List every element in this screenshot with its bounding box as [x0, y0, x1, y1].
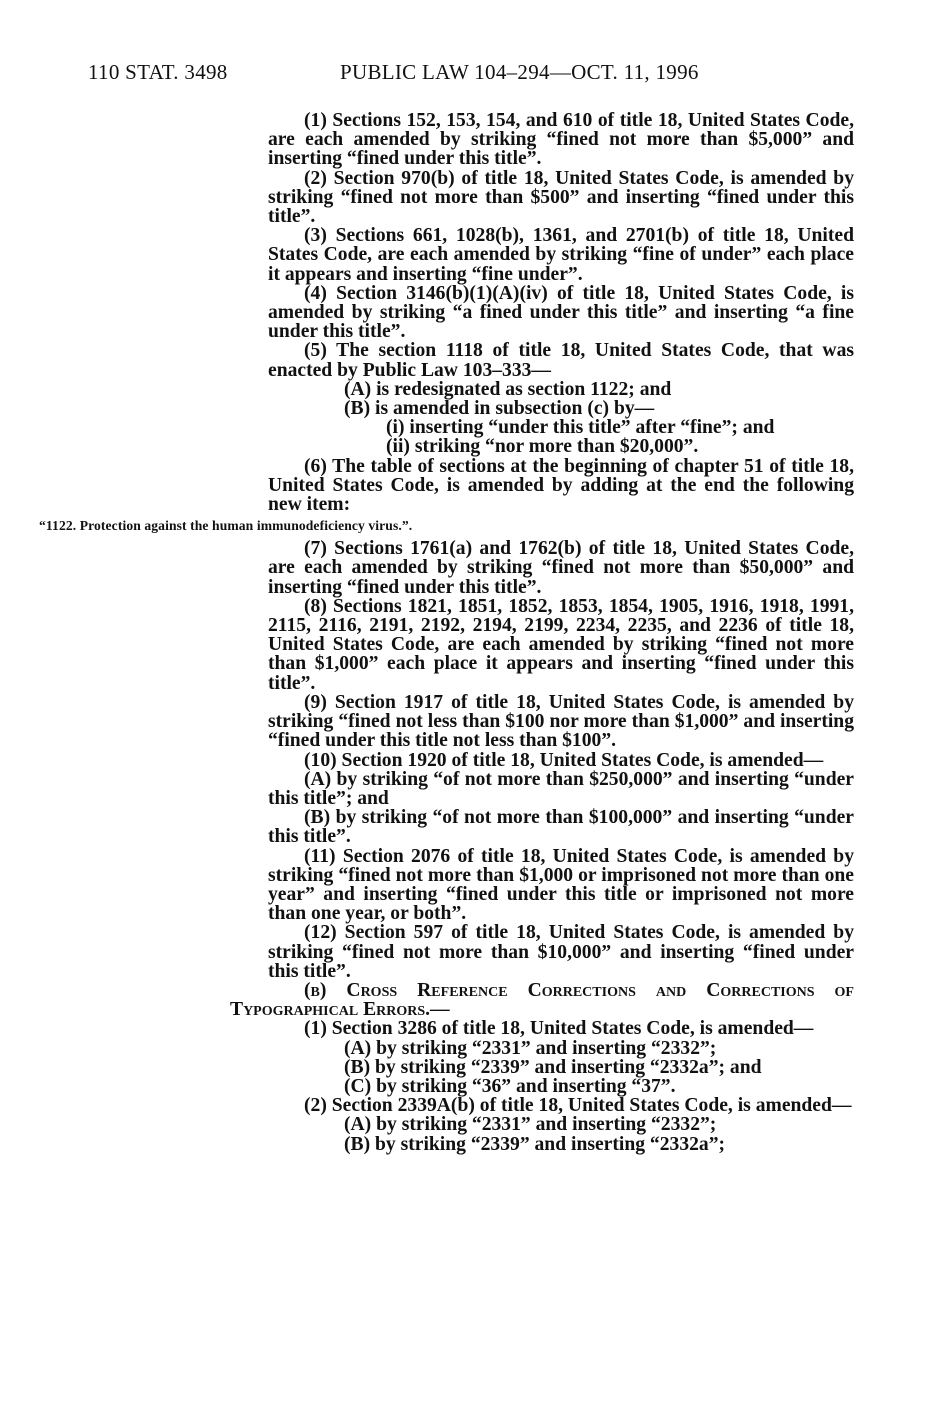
paragraph-9: (9) Section 1917 of title 18, United States Code, is amended by striking “fined not less than $100 nor more than $1,000” and inserting “fined under this title not less than $100”. [268, 691, 854, 752]
paragraph-7: (7) Sections 1761(a) and 1762(b) of title 18, United States Code, are each amended by striking “fined not more than $50,000” and inserting “fined under this title”. [268, 538, 854, 598]
paragraph-5: (5) The section 1118 of title 18, United States Code, that was enacted by Public Law 103–333— [268, 340, 854, 381]
subsection-b-paragraph-2: (2) Section 2339A(b) of title 18, United States Code, is amended— [304, 1095, 852, 1117]
new-table-item: “1122. Protection against the human immunodeficiency virus.”. [39, 518, 413, 534]
paragraph-10: (10) Section 1920 of title 18, United States Code, is amended— [304, 749, 824, 771]
subsection-b-paragraph-2-b: (B) by striking “2339” and inserting “2332a”; [344, 1133, 726, 1155]
paragraph-5-clause-ii: (ii) striking “nor more than $20,000”. [386, 436, 699, 458]
subsection-b-heading: (b) Cross Reference Corrections and Corrections of Typographical Errors.— [230, 979, 854, 1021]
paragraph-10-subparagraph-b: (B) by striking “of not more than $100,000” and inserting “under this title”. [268, 807, 854, 848]
paragraph-4: (4) Section 3146(b)(1)(A)(iv) of title 18, United States Code, is amended by striking “a fined under this title” and inserting “a fine under this title”. [268, 282, 854, 343]
stat-citation: 110 STAT. 3498 [88, 60, 228, 84]
subsection-b-paragraph-1-c: (C) by striking “36” and inserting “37”. [344, 1075, 676, 1097]
paragraph-12: (12) Section 597 of title 18, United States Code, is amended by striking “fined not more than $10,000” and inserting “fined under this title”. [268, 922, 854, 982]
paragraph-1: (1) Sections 152, 153, 154, and 610 of title 18, United States Code, are each amended by striking “fined not more than $5,000” and inserting “fined under this title”. [268, 110, 854, 170]
paragraph-5-subparagraph-b: (B) is amended in subsection (c) by— [344, 398, 655, 420]
subsection-b-paragraph-1-b: (B) by striking “2339” and inserting “2332a”; and [344, 1056, 762, 1078]
paragraph-11: (11) Section 2076 of title 18, United States Code, is amended by striking “fined not more than $1,000 or imprisoned not more than one year” and inserting “fined under this title or imprisoned not more than one year, or both”. [268, 845, 854, 925]
subsection-b-paragraph-1-a: (A) by striking “2331” and inserting “2332”; [344, 1037, 717, 1059]
paragraph-5-clause-i: (i) inserting “under this title” after “fine”; and [386, 417, 775, 439]
paragraph-6: (6) The table of sections at the beginning of chapter 51 of title 18, United States Code, is amended by adding at the end the following new item: [268, 455, 854, 516]
paragraph-8: (8) Sections 1821, 1851, 1852, 1853, 1854, 1905, 1916, 1918, 1991, 2115, 2116, 2191, 2192, 2194, 2199, 2234, 2235, and 2236 of title 18, United States Code, are each amended by striking “fined not more than $1,000” each place it appears and inserting “fined under this title”. [268, 595, 854, 694]
page-header [0, 58, 943, 88]
paragraph-3: (3) Sections 661, 1028(b), 1361, and 2701(b) of title 18, United States Code, are each amended by striking “fine of under” each place it appears and inserting “fine under”. [268, 225, 854, 285]
paragraph-5-subparagraph-a: (A) is redesignated as section 1122; and [344, 378, 672, 400]
subsection-b-paragraph-1: (1) Section 3286 of title 18, United States Code, is amended— [304, 1018, 814, 1040]
paragraph-2: (2) Section 970(b) of title 18, United States Code, is amended by striking “fined not more than $500” and inserting “fined under this title”. [268, 167, 854, 228]
public-law-title: PUBLIC LAW 104–294—OCT. 11, 1996 [340, 60, 699, 84]
subsection-b-paragraph-2-a: (A) by striking “2331” and inserting “2332”; [344, 1114, 717, 1136]
statute-body [39, 110, 854, 1155]
paragraph-10-subparagraph-a: (A) by striking “of not more than $250,000” and inserting “under this title”; and [268, 768, 854, 809]
